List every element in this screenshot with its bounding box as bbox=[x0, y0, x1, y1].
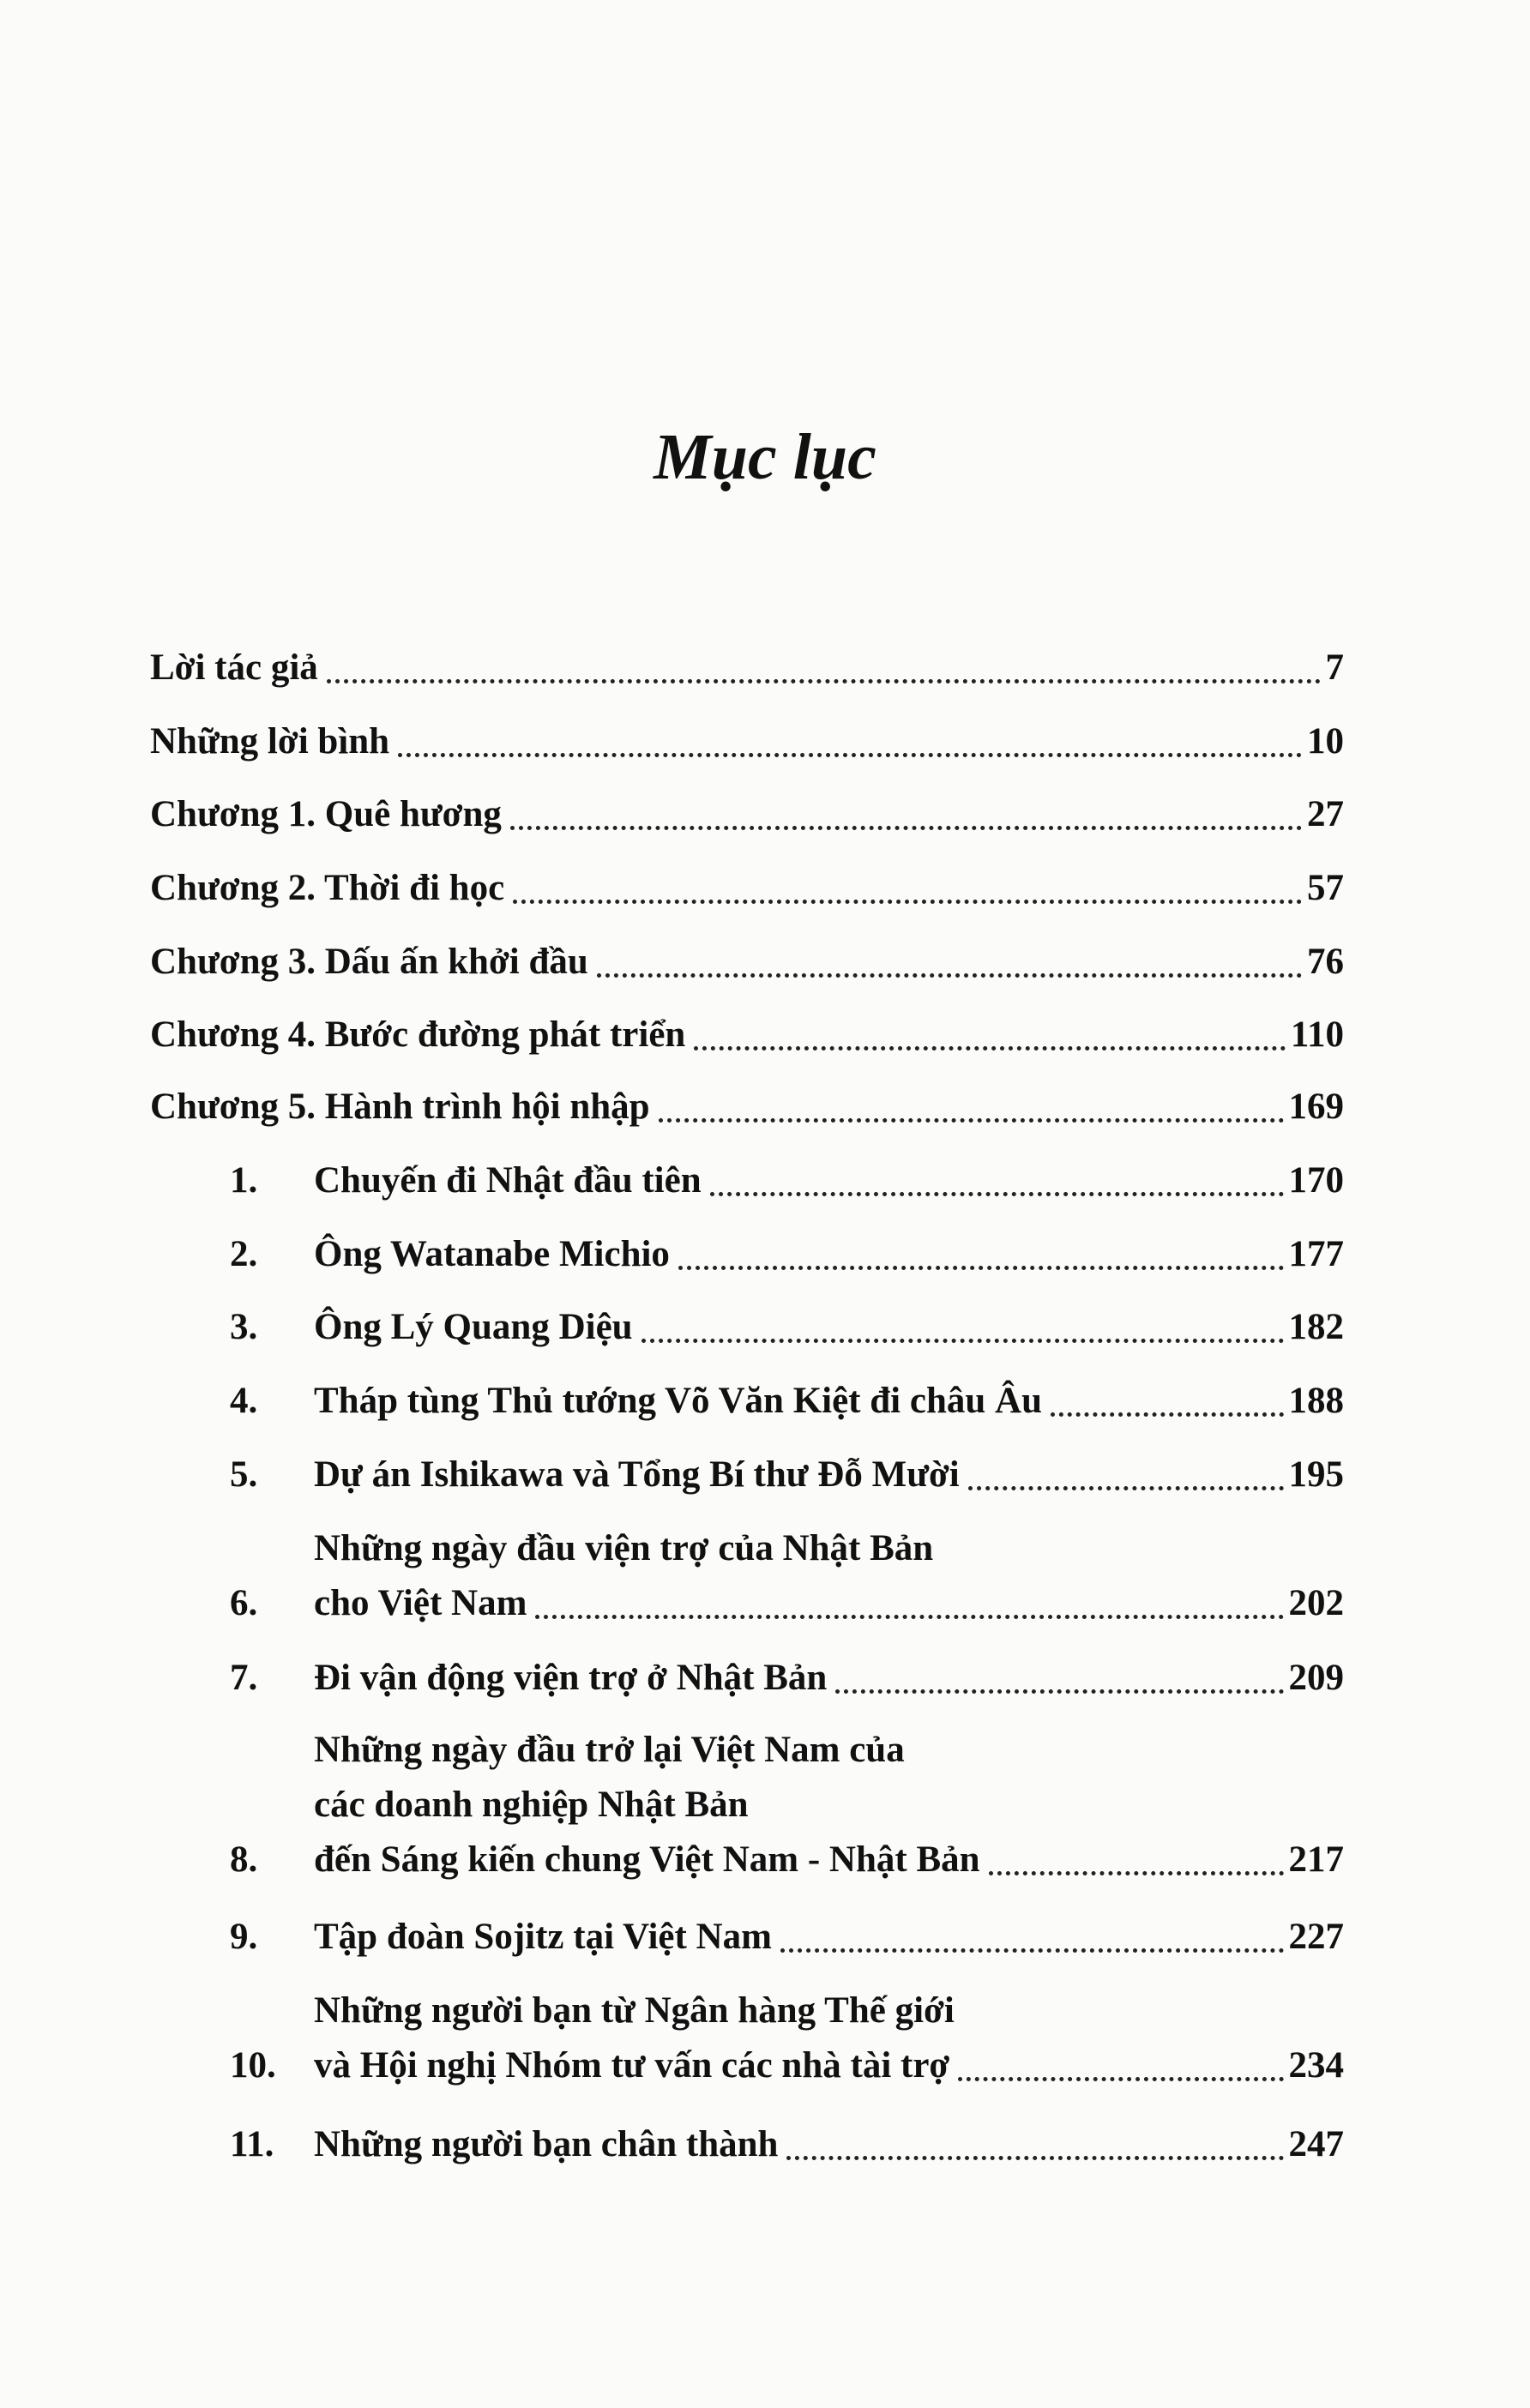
toc-entry bbox=[150, 641, 1344, 695]
page-title: Mục lục bbox=[654, 421, 876, 493]
dot-leader bbox=[780, 1948, 1284, 1953]
toc-entry bbox=[230, 1227, 1344, 1282]
entry-title: cho Việt Nam bbox=[314, 1583, 527, 1623]
entry-title: Chương 3. Dấu ấn khởi đầu bbox=[150, 942, 588, 982]
dot-leader bbox=[513, 900, 1302, 904]
entry-title: Tập đoàn Sojitz tại Việt Nam bbox=[314, 1917, 772, 1957]
entry-number: 2. bbox=[230, 1234, 258, 1274]
entry-title: Đi vận động viện trợ ở Nhật Bản bbox=[314, 1658, 828, 1698]
dot-leader bbox=[958, 2077, 1283, 2081]
toc-entry bbox=[230, 1300, 1344, 1355]
dot-leader bbox=[786, 2156, 1283, 2160]
toc-entry bbox=[150, 1080, 1344, 1135]
page-number: 227 bbox=[1288, 1917, 1344, 1957]
entry-title: Chương 1. Quê hương bbox=[150, 794, 502, 834]
entry-number: 10. bbox=[230, 2045, 276, 2086]
entry-title: Chương 2. Thời đi học bbox=[150, 868, 505, 908]
toc-entry bbox=[150, 787, 1344, 842]
dot-leader bbox=[968, 1486, 1284, 1490]
toc-entry bbox=[150, 1008, 1344, 1063]
entry-title: Những lời bình bbox=[150, 721, 390, 762]
entry-number: 11. bbox=[230, 2124, 274, 2164]
dot-leader bbox=[327, 679, 1321, 683]
page-number: 7 bbox=[1325, 647, 1344, 688]
toc-entry bbox=[230, 1910, 1344, 1965]
entry-number: 9. bbox=[230, 1917, 258, 1957]
entry-title: và Hội nghị Nhóm tư vấn các nhà tài trợ bbox=[314, 2045, 950, 2086]
toc-entry bbox=[150, 714, 1344, 769]
dot-leader bbox=[1051, 1412, 1284, 1417]
dot-leader bbox=[678, 1266, 1284, 1270]
entry-title: Lời tác giả bbox=[150, 647, 318, 688]
page-number: 110 bbox=[1290, 1014, 1344, 1055]
page-number: 177 bbox=[1288, 1234, 1344, 1274]
dot-leader bbox=[535, 1615, 1283, 1619]
dot-leader bbox=[835, 1689, 1283, 1694]
page-number: 169 bbox=[1288, 1087, 1344, 1127]
toc-entry bbox=[230, 1521, 1344, 1631]
entry-title: Những người bạn từ Ngân hàng Thế giới bbox=[314, 1990, 955, 2031]
toc-entry bbox=[150, 861, 1344, 916]
toc-entry bbox=[230, 1153, 1344, 1208]
toc-entry bbox=[230, 1374, 1344, 1429]
page-number: 10 bbox=[1307, 721, 1344, 762]
toc-entry bbox=[230, 1651, 1344, 1706]
toc-entry bbox=[230, 2117, 1344, 2172]
page-number: 57 bbox=[1307, 868, 1344, 908]
page-number: 217 bbox=[1288, 1839, 1344, 1880]
page-number: 234 bbox=[1288, 2045, 1344, 2086]
page-number: 170 bbox=[1288, 1160, 1344, 1201]
page-number: 27 bbox=[1307, 794, 1344, 834]
entry-title: Những ngày đầu viện trợ của Nhật Bản bbox=[314, 1528, 934, 1568]
entry-title: Chương 5. Hành trình hội nhập bbox=[150, 1087, 650, 1127]
entry-number: 4. bbox=[230, 1381, 258, 1421]
toc-entry bbox=[150, 935, 1344, 990]
toc-entry bbox=[230, 1984, 1344, 2093]
entry-title: Những ngày đầu trở lại Việt Nam của bbox=[314, 1730, 905, 1770]
page-number: 202 bbox=[1288, 1583, 1344, 1623]
entry-title: Những người bạn chân thành bbox=[314, 2124, 779, 2164]
entry-number: 1. bbox=[230, 1160, 258, 1201]
page-number: 195 bbox=[1288, 1454, 1344, 1495]
page-number: 76 bbox=[1307, 942, 1344, 982]
dot-leader bbox=[694, 1046, 1286, 1050]
entry-title: Dự án Ishikawa và Tổng Bí thư Đỗ Mười bbox=[314, 1454, 960, 1495]
dot-leader bbox=[659, 1118, 1284, 1123]
entry-number: 3. bbox=[230, 1307, 258, 1347]
dot-leader bbox=[597, 973, 1302, 978]
dot-leader bbox=[710, 1192, 1284, 1196]
entry-title: Ông Lý Quang Diệu bbox=[314, 1307, 633, 1347]
entry-title: Chương 4. Bước đường phát triển bbox=[150, 1014, 686, 1055]
page-number: 247 bbox=[1288, 2124, 1344, 2164]
entry-number: 7. bbox=[230, 1658, 258, 1698]
toc-entry bbox=[230, 1448, 1344, 1502]
entry-title: Chuyến đi Nhật đầu tiên bbox=[314, 1160, 702, 1201]
entry-number: 8. bbox=[230, 1839, 258, 1880]
entry-number: 6. bbox=[230, 1583, 258, 1623]
entry-number: 5. bbox=[230, 1454, 258, 1495]
toc-entry bbox=[230, 1723, 1344, 1887]
entry-title: Ông Watanabe Michio bbox=[314, 1234, 670, 1274]
entry-title: đến Sáng kiến chung Việt Nam - Nhật Bản bbox=[314, 1839, 980, 1880]
dot-leader bbox=[989, 1871, 1284, 1875]
dot-leader bbox=[510, 826, 1302, 830]
entry-title: Tháp tùng Thủ tướng Võ Văn Kiệt đi châu Âu bbox=[314, 1381, 1042, 1421]
page-number: 182 bbox=[1288, 1307, 1344, 1347]
dot-leader bbox=[398, 753, 1302, 757]
entry-title: các doanh nghiệp Nhật Bản bbox=[314, 1785, 749, 1825]
page-number: 209 bbox=[1288, 1658, 1344, 1698]
page-number: 188 bbox=[1288, 1381, 1344, 1421]
dot-leader bbox=[642, 1339, 1284, 1343]
